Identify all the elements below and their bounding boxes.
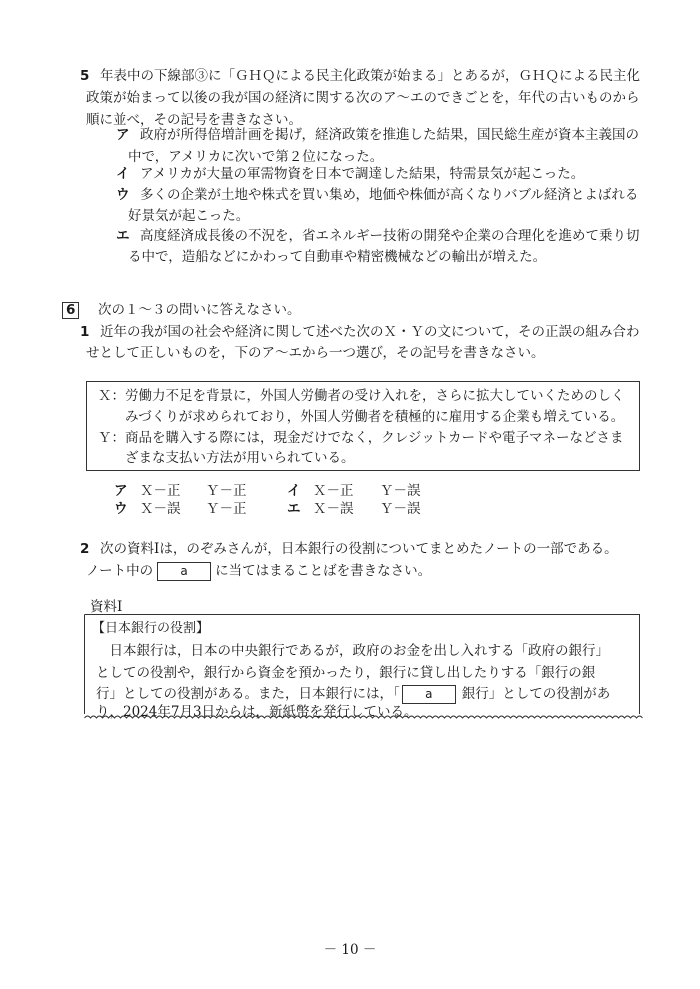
note-line3-post: 銀行」としての役割があ: [461, 686, 611, 702]
note-line1: 日本銀行は，日本の中央銀行であるが，政府のお金を出し入れする「政府の銀行」: [96, 643, 609, 659]
q5-option-a-text2: 中で，アメリカに次いで第２位になった。: [128, 149, 384, 165]
q1-statement-y-line2: ざまな支払い方法が用いられている。: [98, 450, 355, 466]
note-title: 【日本銀行の役割】: [92, 621, 210, 636]
q5-option-e-text1: 高度経済成長後の不況を，省エネルギー技術の開発や企業の合理化を進めて乗り切: [140, 228, 640, 244]
q2-text-line1: 次の資料Ⅰは，のぞみさんが，日本銀行の役割についてまとめたノートの一部である。: [100, 541, 618, 557]
q1-choice-e-label: エ: [287, 501, 301, 517]
q1-statement-x-line1: Ｘ：労働力不足を背景に，外国人労働者の受け入れを，さらに拡大していくためのしく: [98, 388, 625, 404]
q1-text-line2: せとして正しいものを，下のア〜エから一つ選び，その記号を書きなさい。: [86, 345, 545, 361]
q1-choice-i-x: Ｘ－正: [313, 483, 354, 499]
q1-choice-e-x: Ｘ－誤: [313, 501, 354, 517]
q5-option-i-text1: アメリカが大量の軍需物資を日本で調達した結果，特需景気が起こった。: [140, 166, 585, 182]
q5-option-i-label: イ: [116, 166, 130, 182]
note-line2: としての役割や，銀行から資金を預かったり，銀行に貸し出したりする「銀行の銀: [96, 665, 596, 681]
note-line4: り，2024年7月3日からは，新紙幣を発行している。: [96, 704, 418, 720]
q5-number: 5: [80, 68, 90, 84]
q2-number: 2: [80, 541, 90, 557]
section-6-number: 6: [62, 300, 79, 320]
q5-option-u-text2: 好景気が起こった。: [128, 208, 250, 224]
q2-text-line2-pre: ノート中の: [86, 563, 154, 579]
q2-blank-a: a: [157, 562, 211, 581]
q1-choice-i-y: Ｙ－誤: [380, 483, 421, 499]
page-number: － 10 －: [323, 942, 377, 958]
q5-option-u-label: ウ: [116, 187, 130, 203]
q2-text-line2: [86, 561, 431, 581]
q5-option-a-text1: 政府が所得倍増計画を掲げ，経済政策を推進した結果，国民総生産が資本主義国の: [140, 127, 639, 143]
q2-text-line2-post: に当てはまることばを書きなさい。: [215, 563, 432, 579]
q1-choice-u-label: ウ: [114, 501, 128, 517]
note-line3: [96, 684, 610, 704]
q5-text-line1: 年表中の下線部③に「ＧＨＱによる民主化政策が始まる」とあるが，ＧＨＱによる民主化: [100, 68, 640, 84]
q1-choice-a-label: ア: [114, 483, 128, 499]
q5-option-e-text2: る中で，造船などにかわって自動車や精密機械などの輸出が増えた。: [128, 249, 547, 265]
q1-choice-a-y: Ｙ－正: [206, 483, 247, 499]
note-line3-pre: 行」としての役割がある。また，日本銀行には，「: [96, 686, 400, 702]
q1-choice-a-x: Ｘ－正: [140, 483, 181, 499]
q1-statement-x-line2: みづくりが求められており，外国人労働者を積極的に雇用する企業も増えている。: [98, 409, 625, 425]
q1-choice-i-label: イ: [287, 483, 301, 499]
material-label: 資料Ⅰ: [90, 599, 123, 615]
q1-statement-y-line1: Ｙ：商品を購入する際には，現金だけでなく，クレジットカードや電子マネーなどさま: [98, 430, 624, 446]
q1-choice-u-y: Ｙ－正: [206, 501, 247, 517]
q1-number: 1: [80, 324, 90, 340]
q5-text-line3: 順に並べ，その記号を書きなさい。: [86, 112, 302, 128]
q5-option-u-text1: 多くの企業が土地や株式を買い集め，地価や株価が高くなりバブル経済とよばれる: [140, 187, 639, 203]
q5-text-line2: 政策が始まって以後の我が国の経済に関する次のア〜エのできごとを，年代の古いものから: [86, 90, 640, 106]
q1-text-line1: 近年の我が国の社会や経済に関して述べた次のＸ・Ｙの文について，その正誤の組み合わ: [100, 324, 640, 340]
q1-choice-u-x: Ｘ－誤: [140, 501, 181, 517]
q5-option-a-label: ア: [116, 127, 130, 143]
section-6-intro: 次の１〜３の問いに答えなさい。: [98, 302, 301, 318]
q1-choice-e-y: Ｙ－誤: [380, 501, 421, 517]
q5-option-e-label: エ: [116, 228, 130, 244]
note-blank-a: a: [402, 685, 456, 704]
